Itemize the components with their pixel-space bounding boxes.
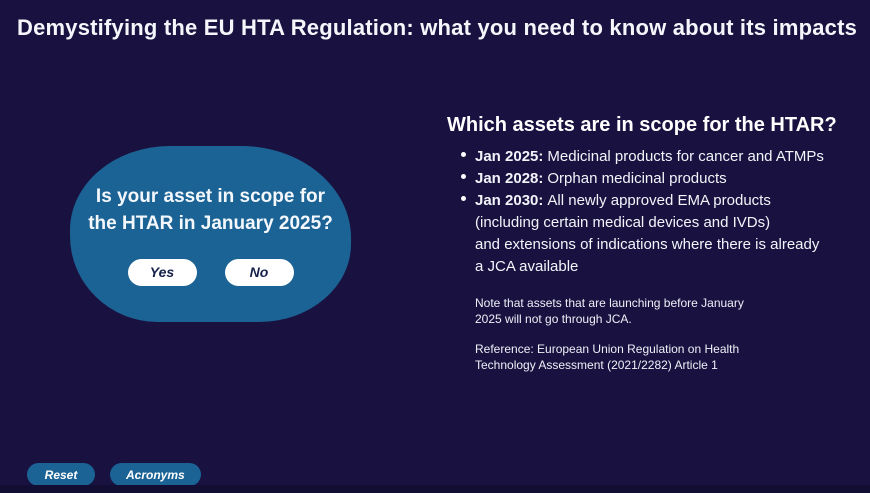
bullet-date: Jan 2030: xyxy=(475,192,544,209)
scope-panel xyxy=(447,114,857,373)
bullet-date: Jan 2025: xyxy=(475,148,544,165)
acronyms-button[interactable]: Acronyms xyxy=(110,463,201,486)
answer-row xyxy=(128,259,294,286)
bullet-icon xyxy=(461,174,466,179)
note-text: Note that assets that are launching before January 2025 will not go through JCA. xyxy=(475,296,744,326)
yes-button[interactable]: Yes xyxy=(128,259,197,286)
scope-bullet-list xyxy=(461,146,857,278)
list-item xyxy=(461,190,857,278)
list-item xyxy=(461,168,857,190)
reset-button[interactable]: Reset xyxy=(27,463,95,486)
bullet-icon xyxy=(461,196,466,201)
bullet-text: Orphan medicinal products xyxy=(547,170,727,187)
bullet-continuation-line: (including certain medical devices and IVDs) xyxy=(475,214,771,231)
list-item xyxy=(461,146,857,168)
no-button[interactable]: No xyxy=(225,259,294,286)
question-text: Is your asset in scope for the HTAR in January 2025? xyxy=(88,186,333,234)
scope-heading: Which assets are in scope for the HTAR? xyxy=(447,114,837,136)
footer-bar xyxy=(27,463,201,486)
bullet-icon xyxy=(461,152,466,157)
bullet-continuation-line: a JCA available xyxy=(475,258,579,275)
bottom-strip xyxy=(0,485,870,493)
page-title: Demystifying the EU HTA Regulation: what you need to know about its impacts xyxy=(17,15,858,40)
question-card xyxy=(70,146,351,322)
bullet-text: Medicinal products for cancer and ATMPs xyxy=(547,148,824,165)
bullet-continuation-line: and extensions of indications where there is already xyxy=(475,236,820,253)
bullet-text: All newly approved EMA products xyxy=(547,192,771,209)
bullet-date: Jan 2028: xyxy=(475,170,544,187)
reference-text: Reference: European Union Regulation on Health Technology Assessment (2021/2282) Article 1 xyxy=(475,342,740,372)
